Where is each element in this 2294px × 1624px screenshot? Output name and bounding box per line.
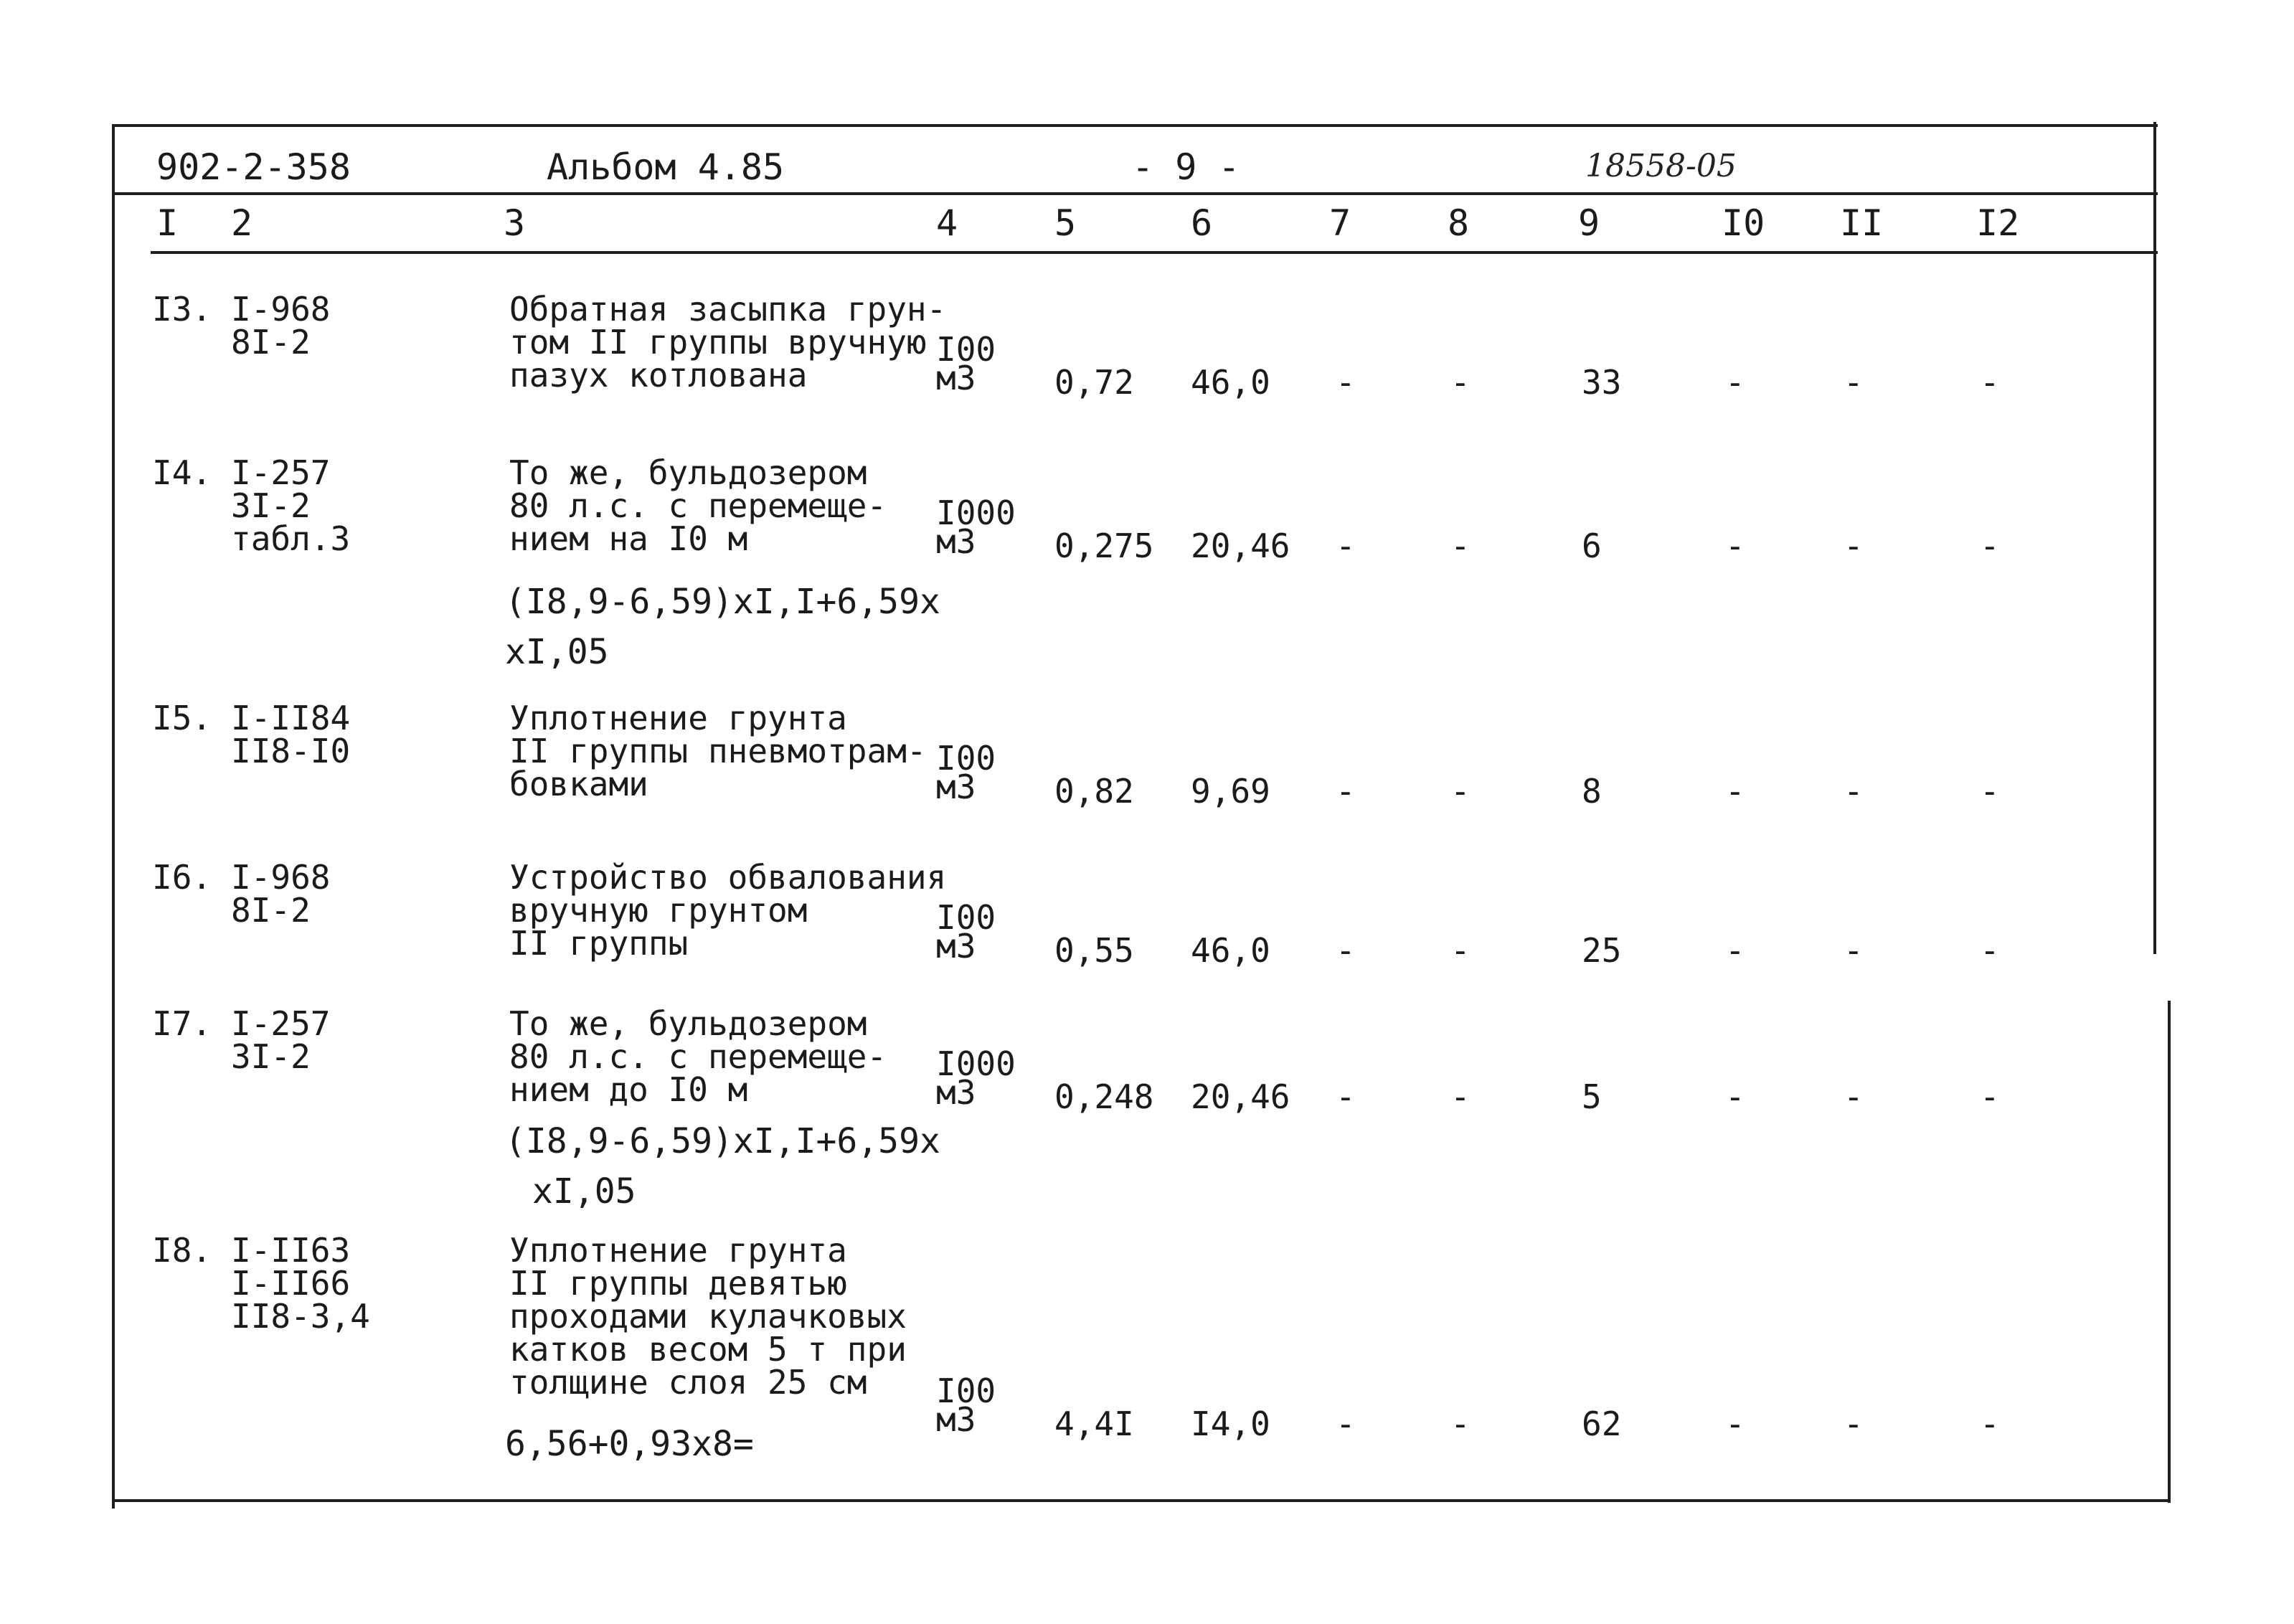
header-divider	[115, 192, 2158, 195]
quantity-value: 0,55	[1054, 931, 1134, 970]
work-description-line: Обратная засыпка грун-	[509, 290, 947, 329]
work-description-line: Уплотнение грунта	[509, 1231, 847, 1270]
col7-value: -	[1336, 1405, 1356, 1443]
unit-line: м3	[936, 359, 976, 397]
page-number: - 9 -	[1132, 146, 1240, 188]
quantity-value: 0,248	[1054, 1077, 1154, 1116]
unit-line: м3	[936, 768, 976, 806]
row-number: I6.	[152, 858, 212, 897]
calculation-formula-line: xI,05	[532, 1171, 636, 1212]
norm-code-line: I-257	[231, 453, 331, 492]
norm-code-line: 3I-2	[231, 486, 311, 525]
norm-value: I4,0	[1191, 1405, 1270, 1443]
right-border	[2153, 122, 2156, 954]
work-description-line: бовками	[509, 765, 648, 803]
calculation-formula-line: (I8,9-6,59)xI,I+6,59x	[505, 1121, 940, 1161]
work-description-line: II группы	[509, 924, 689, 963]
row-number: I3.	[152, 290, 212, 329]
work-description-line: нием до I0 м	[509, 1070, 748, 1109]
col8-value: -	[1450, 1405, 1471, 1443]
work-description-line: катков весом 5 т при	[509, 1330, 907, 1369]
col12-value: -	[1980, 772, 2000, 811]
col7-value: -	[1336, 1077, 1356, 1116]
col7-value: -	[1336, 931, 1356, 970]
quantity-value: 4,4I	[1054, 1405, 1134, 1443]
column-header-4: 4	[936, 202, 958, 244]
doc-number-handwritten: 18558-05	[1585, 148, 1737, 184]
col7-value: -	[1336, 772, 1356, 811]
column-header-5: 5	[1054, 202, 1077, 244]
calculation-formula-line: xI,05	[505, 632, 609, 672]
norm-code-line: I-968	[231, 290, 331, 329]
column-header-12: I2	[1976, 202, 2020, 244]
unit-line: I00	[936, 739, 996, 778]
col10-value: -	[1725, 1077, 1745, 1116]
work-description-line: II группы пневмотрам-	[509, 732, 927, 770]
top-border	[115, 124, 2158, 127]
work-description-line: Уплотнение грунта	[509, 699, 847, 737]
work-description-line: 80 л.с. с перемеще-	[509, 1037, 887, 1076]
work-description-line: Устройство обвалования	[509, 858, 947, 897]
column-header-2: 2	[231, 202, 253, 244]
norm-code-line: I-II84	[231, 699, 351, 737]
left-border	[112, 124, 115, 1509]
row-number: I7.	[152, 1004, 212, 1043]
column-header-11: II	[1840, 202, 1884, 244]
col12-value: -	[1980, 527, 2000, 565]
column-header-10: I0	[1722, 202, 1765, 244]
bottom-border	[115, 1499, 2168, 1502]
col11-value: -	[1844, 1405, 1864, 1443]
col11-value: -	[1844, 1077, 1864, 1116]
col9-value: 25	[1582, 931, 1622, 970]
col8-value: -	[1450, 527, 1471, 565]
work-description-line: То же, бульдозером	[509, 1004, 867, 1043]
norm-value: 46,0	[1191, 363, 1270, 402]
column-header-6: 6	[1191, 202, 1213, 244]
work-description-line: 80 л.с. с перемеще-	[509, 486, 887, 525]
row-number: I8.	[152, 1231, 212, 1270]
col11-value: -	[1844, 772, 1864, 811]
quantity-value: 0,82	[1054, 772, 1134, 811]
col8-value: -	[1450, 931, 1471, 970]
norm-value: 20,46	[1191, 527, 1290, 565]
col10-value: -	[1725, 931, 1745, 970]
work-description-line: пазух котлована	[509, 356, 808, 395]
work-description-line: толщине слоя 25 см	[509, 1363, 867, 1402]
calculation-formula-line: (I8,9-6,59)xI,I+6,59x	[505, 582, 940, 622]
row-number: I5.	[152, 699, 212, 737]
col7-value: -	[1336, 363, 1356, 402]
right-border-lower	[2168, 1001, 2171, 1503]
work-description-line: том II группы вручную	[509, 323, 927, 362]
unit-line: I00	[936, 1372, 996, 1410]
work-description-line: нием на I0 м	[509, 519, 748, 558]
norm-value: 46,0	[1191, 931, 1270, 970]
norm-code-line: 8I-2	[231, 891, 311, 930]
col12-value: -	[1980, 1077, 2000, 1116]
col11-value: -	[1844, 931, 1864, 970]
norm-value: 20,46	[1191, 1077, 1290, 1116]
unit-line: I000	[936, 494, 1016, 532]
norm-code-line: II8-3,4	[231, 1297, 370, 1336]
col7-value: -	[1336, 527, 1356, 565]
col8-value: -	[1450, 363, 1471, 402]
norm-code-line: I-II66	[231, 1264, 351, 1303]
col12-value: -	[1980, 1405, 2000, 1443]
norm-value: 9,69	[1191, 772, 1270, 811]
unit-line: м3	[936, 522, 976, 561]
unit-line: I00	[936, 898, 996, 937]
album-label: Альбом 4.85	[547, 146, 785, 188]
project-code: 902-2-358	[156, 146, 351, 188]
work-description-line: проходами кулачковых	[509, 1297, 907, 1336]
col11-value: -	[1844, 527, 1864, 565]
work-description-line: То же, бульдозером	[509, 453, 867, 492]
work-description-line: II группы девятью	[509, 1264, 847, 1303]
col9-value: 6	[1582, 527, 1602, 565]
col9-value: 5	[1582, 1077, 1602, 1116]
unit-line: м3	[936, 1073, 976, 1112]
col12-value: -	[1980, 363, 2000, 402]
calculation-formula-line: 6,56+0,93x8=	[505, 1424, 754, 1464]
row-number: I4.	[152, 453, 212, 492]
col8-value: -	[1450, 772, 1471, 811]
norm-code-line: I-257	[231, 1004, 331, 1043]
col9-value: 8	[1582, 772, 1602, 811]
col11-value: -	[1844, 363, 1864, 402]
unit-line: м3	[936, 1400, 976, 1439]
column-header-1: I	[156, 202, 179, 244]
col9-value: 33	[1582, 363, 1622, 402]
column-header-8: 8	[1448, 202, 1470, 244]
col10-value: -	[1725, 527, 1745, 565]
norm-code-line: I-968	[231, 858, 331, 897]
norm-code-line: 8I-2	[231, 323, 311, 362]
quantity-value: 0,72	[1054, 363, 1134, 402]
unit-line: I00	[936, 330, 996, 369]
quantity-value: 0,275	[1054, 527, 1154, 565]
unit-line: I000	[936, 1044, 1016, 1083]
work-description-line: вручную грунтом	[509, 891, 808, 930]
column-header-7: 7	[1329, 202, 1351, 244]
col10-value: -	[1725, 1405, 1745, 1443]
norm-code-line: 3I-2	[231, 1037, 311, 1076]
col9-value: 62	[1582, 1405, 1622, 1443]
column-header-9: 9	[1578, 202, 1600, 244]
col8-value: -	[1450, 1077, 1471, 1116]
norm-code-line: II8-I0	[231, 732, 351, 770]
column-header-3: 3	[504, 202, 526, 244]
norm-code-line: I-II63	[231, 1231, 351, 1270]
unit-line: м3	[936, 927, 976, 966]
column-header-divider	[151, 251, 2158, 254]
col10-value: -	[1725, 772, 1745, 811]
col12-value: -	[1980, 931, 2000, 970]
col10-value: -	[1725, 363, 1745, 402]
norm-code-line: табл.3	[231, 519, 351, 558]
